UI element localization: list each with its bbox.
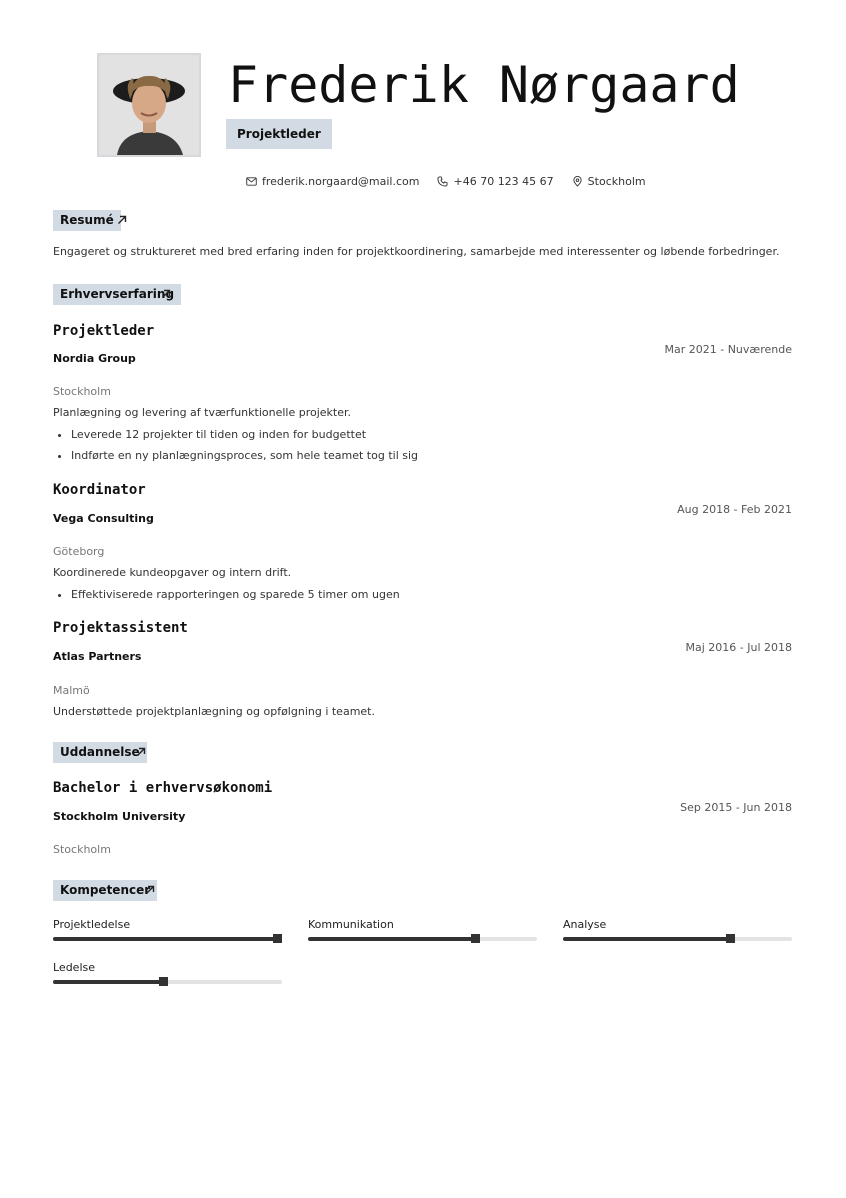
skill-item bbox=[563, 918, 792, 941]
skill-level-fill bbox=[308, 937, 480, 941]
list-item: • Indførte en ny planlægningsproces, som hele teamet tog til sig bbox=[71, 445, 418, 466]
job-company: Vega Consulting bbox=[53, 512, 154, 525]
job-date: Mar 2021 - Nuværende bbox=[664, 343, 792, 356]
phone-icon bbox=[437, 176, 448, 187]
arrow-up-right-icon[interactable] bbox=[135, 746, 147, 758]
mail-icon bbox=[246, 176, 257, 187]
skill-level-fill bbox=[53, 980, 168, 984]
job-title: Projektassistent bbox=[53, 620, 188, 636]
skill-level-fill bbox=[563, 937, 735, 941]
skill-item bbox=[53, 961, 282, 984]
arrow-up-right-icon[interactable] bbox=[116, 214, 128, 226]
job-description: Understøttede projektplanlægning og opfølgning i teamet. bbox=[53, 705, 375, 718]
section-label-skills: Kompetencer bbox=[53, 880, 157, 901]
job-description: Planlægning og levering af tværfunktionelle projekter. bbox=[53, 406, 351, 419]
section-label-summary: Resumé bbox=[53, 210, 121, 231]
avatar-icon bbox=[99, 55, 199, 155]
skill-level-knob bbox=[726, 934, 735, 943]
job-company: Nordia Group bbox=[53, 352, 136, 365]
skill-name: Ledelse bbox=[53, 961, 96, 974]
job-location: Malmö bbox=[53, 684, 90, 697]
contact-location bbox=[572, 175, 646, 188]
contact-phone[interactable] bbox=[437, 175, 553, 188]
skill-level-track bbox=[308, 937, 537, 941]
skill-name: Analyse bbox=[563, 918, 607, 931]
profile-photo bbox=[97, 53, 201, 157]
summary-text: Engageret og struktureret med bred erfaring inden for projektkoordinering, samarbejde med interessenter og løbende forbedringer. bbox=[53, 245, 780, 258]
location-text: Stockholm bbox=[587, 174, 646, 188]
job-bullets bbox=[53, 424, 418, 466]
contact-bar bbox=[246, 172, 646, 190]
job-date: Maj 2016 - Jul 2018 bbox=[685, 641, 792, 654]
role-badge: Projektleder bbox=[226, 119, 332, 149]
education-school: Stockholm University bbox=[53, 810, 186, 823]
location-pin-icon bbox=[572, 176, 583, 187]
education-date: Sep 2015 - Jun 2018 bbox=[680, 801, 792, 814]
skill-level-track bbox=[563, 937, 792, 941]
phone-text: +46 70 123 45 67 bbox=[453, 174, 554, 188]
job-company: Atlas Partners bbox=[53, 650, 142, 663]
list-item: • Effektiviserede rapporteringen og sparede 5 timer om ugen bbox=[71, 584, 400, 605]
skill-name: Projektledelse bbox=[53, 918, 131, 931]
arrow-up-right-icon[interactable] bbox=[160, 288, 172, 300]
skill-level-track bbox=[53, 980, 282, 984]
skill-level-knob bbox=[471, 934, 480, 943]
skill-item bbox=[53, 918, 282, 941]
job-title: Projektleder bbox=[53, 323, 155, 339]
skill-level-fill bbox=[53, 937, 282, 941]
candidate-name: Frederik Nørgaard bbox=[228, 56, 740, 114]
job-location: Stockholm bbox=[53, 385, 111, 398]
skill-level-track bbox=[53, 937, 282, 941]
list-item: • Leverede 12 projekter til tiden og inden for budgettet bbox=[71, 424, 418, 445]
job-description: Koordinerede kundeopgaver og intern drift. bbox=[53, 566, 292, 579]
job-title: Koordinator bbox=[53, 482, 146, 498]
education-location: Stockholm bbox=[53, 843, 111, 856]
job-location: Göteborg bbox=[53, 545, 105, 558]
arrow-up-right-icon[interactable] bbox=[144, 884, 156, 896]
skill-level-knob bbox=[273, 934, 282, 943]
job-date: Aug 2018 - Feb 2021 bbox=[677, 503, 792, 516]
section-label-education: Uddannelse bbox=[53, 742, 147, 763]
skill-name: Kommunikation bbox=[308, 918, 394, 931]
section-label-experience: Erhvervserfaring bbox=[53, 284, 181, 305]
job-bullets bbox=[53, 584, 400, 605]
skill-level-knob bbox=[159, 977, 168, 986]
education-degree: Bachelor i erhvervsøkonomi bbox=[53, 780, 273, 796]
skill-item bbox=[308, 918, 537, 941]
email-text: frederik.norgaard@mail.com bbox=[262, 174, 420, 188]
contact-email[interactable] bbox=[246, 175, 419, 188]
